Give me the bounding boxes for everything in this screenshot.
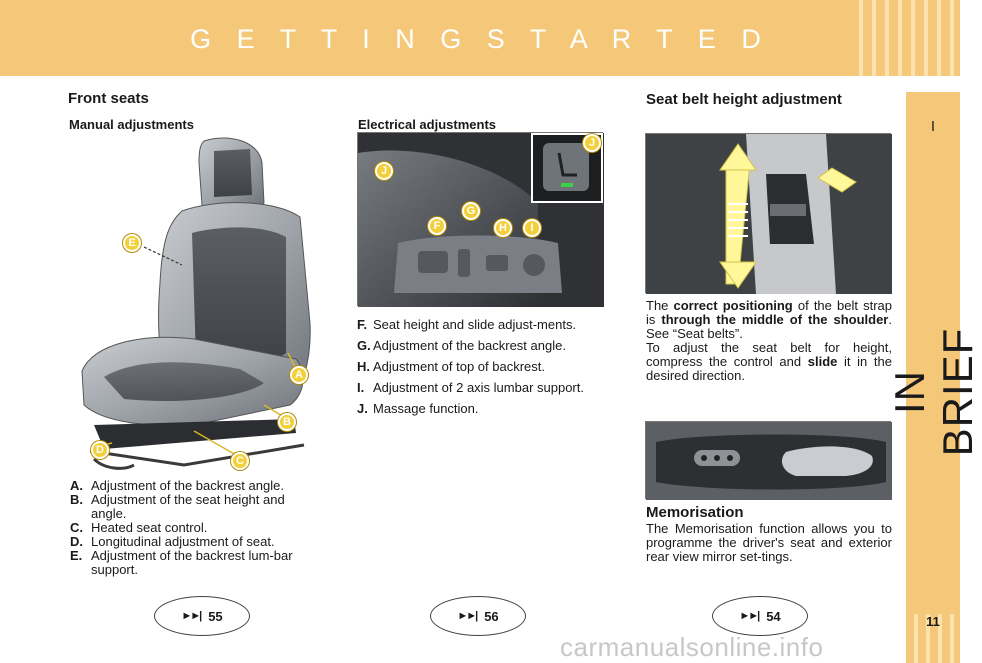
fast-forward-icon: ►►| bbox=[181, 610, 201, 622]
badge-c: C bbox=[231, 452, 249, 470]
badge-j-inset: J bbox=[583, 134, 601, 152]
page-number: 11 bbox=[926, 614, 940, 629]
fast-forward-icon: ►►| bbox=[739, 610, 759, 622]
watermark: carmanualsonline.info bbox=[560, 632, 824, 662]
electrical-adjustments-heading: Electrical adjustments bbox=[358, 117, 496, 132]
list-item: G. Adjustment of the backrest angle. bbox=[357, 338, 566, 353]
badge-a: A bbox=[290, 366, 308, 384]
list-item: C. Heated seat control. bbox=[70, 520, 208, 535]
vertical-section-title: IN BRIEF bbox=[886, 327, 981, 457]
list-item: H. Adjustment of top of backrest. bbox=[357, 359, 545, 374]
badge-b: B bbox=[278, 413, 296, 431]
chapter-number: I bbox=[930, 118, 936, 135]
memorisation-photo bbox=[645, 421, 891, 499]
seat-belt-heading: Seat belt height adjustment bbox=[646, 91, 842, 108]
seat-belt-positioning-text: The correct positioning of the belt strap is through the middle of the shoulder. See “Seat belts”. bbox=[646, 298, 892, 341]
list-item: F. Seat height and slide adjust-ments. bbox=[357, 317, 577, 332]
badge-h: H bbox=[494, 219, 512, 237]
page-reference-55[interactable]: ►►| 55 bbox=[154, 596, 250, 636]
electrical-adjustments-list bbox=[357, 318, 604, 423]
list-item: D. Longitudinal adjustment of seat. bbox=[70, 534, 275, 549]
memorisation-heading: Memorisation bbox=[646, 504, 744, 521]
manual-adjustments-list bbox=[70, 479, 320, 577]
list-item: A. Adjustment of the backrest angle. bbox=[70, 478, 284, 493]
seat-belt-photo bbox=[645, 133, 891, 293]
memorisation-illustration bbox=[646, 422, 892, 500]
badge-e: E bbox=[123, 234, 141, 252]
badge-d: D bbox=[91, 441, 109, 459]
manual-adjustments-heading: Manual adjustments bbox=[69, 117, 194, 132]
page-reference-56[interactable]: ►►| 56 bbox=[430, 596, 526, 636]
badge-f: F bbox=[428, 217, 446, 235]
page-title: G E T T I N G S T A R T E D bbox=[190, 24, 770, 54]
list-item: I. Adjustment of 2 axis lumbar support. bbox=[357, 380, 584, 395]
seat-belt-illustration bbox=[646, 134, 892, 294]
fast-forward-icon: ►►| bbox=[457, 610, 477, 622]
front-seats-heading: Front seats bbox=[68, 90, 149, 107]
badge-g: G bbox=[462, 202, 480, 220]
list-item: E. Adjustment of the backrest lum-bar support. bbox=[70, 548, 293, 577]
list-item: J. Massage function. bbox=[357, 401, 479, 416]
badge-i: I bbox=[523, 219, 541, 237]
memorisation-text: The Memorisation function allows you to programme the driver's seat and exterior rear view mirror set-tings. bbox=[646, 521, 892, 564]
page-reference-54[interactable]: ►►| 54 bbox=[712, 596, 808, 636]
seat-belt-adjust-text: To adjust the seat belt for height, compress the control and slide it in the desired direction. bbox=[646, 340, 892, 383]
list-item: B. Adjustment of the seat height and angle. bbox=[70, 492, 285, 521]
badge-j: J bbox=[375, 162, 393, 180]
